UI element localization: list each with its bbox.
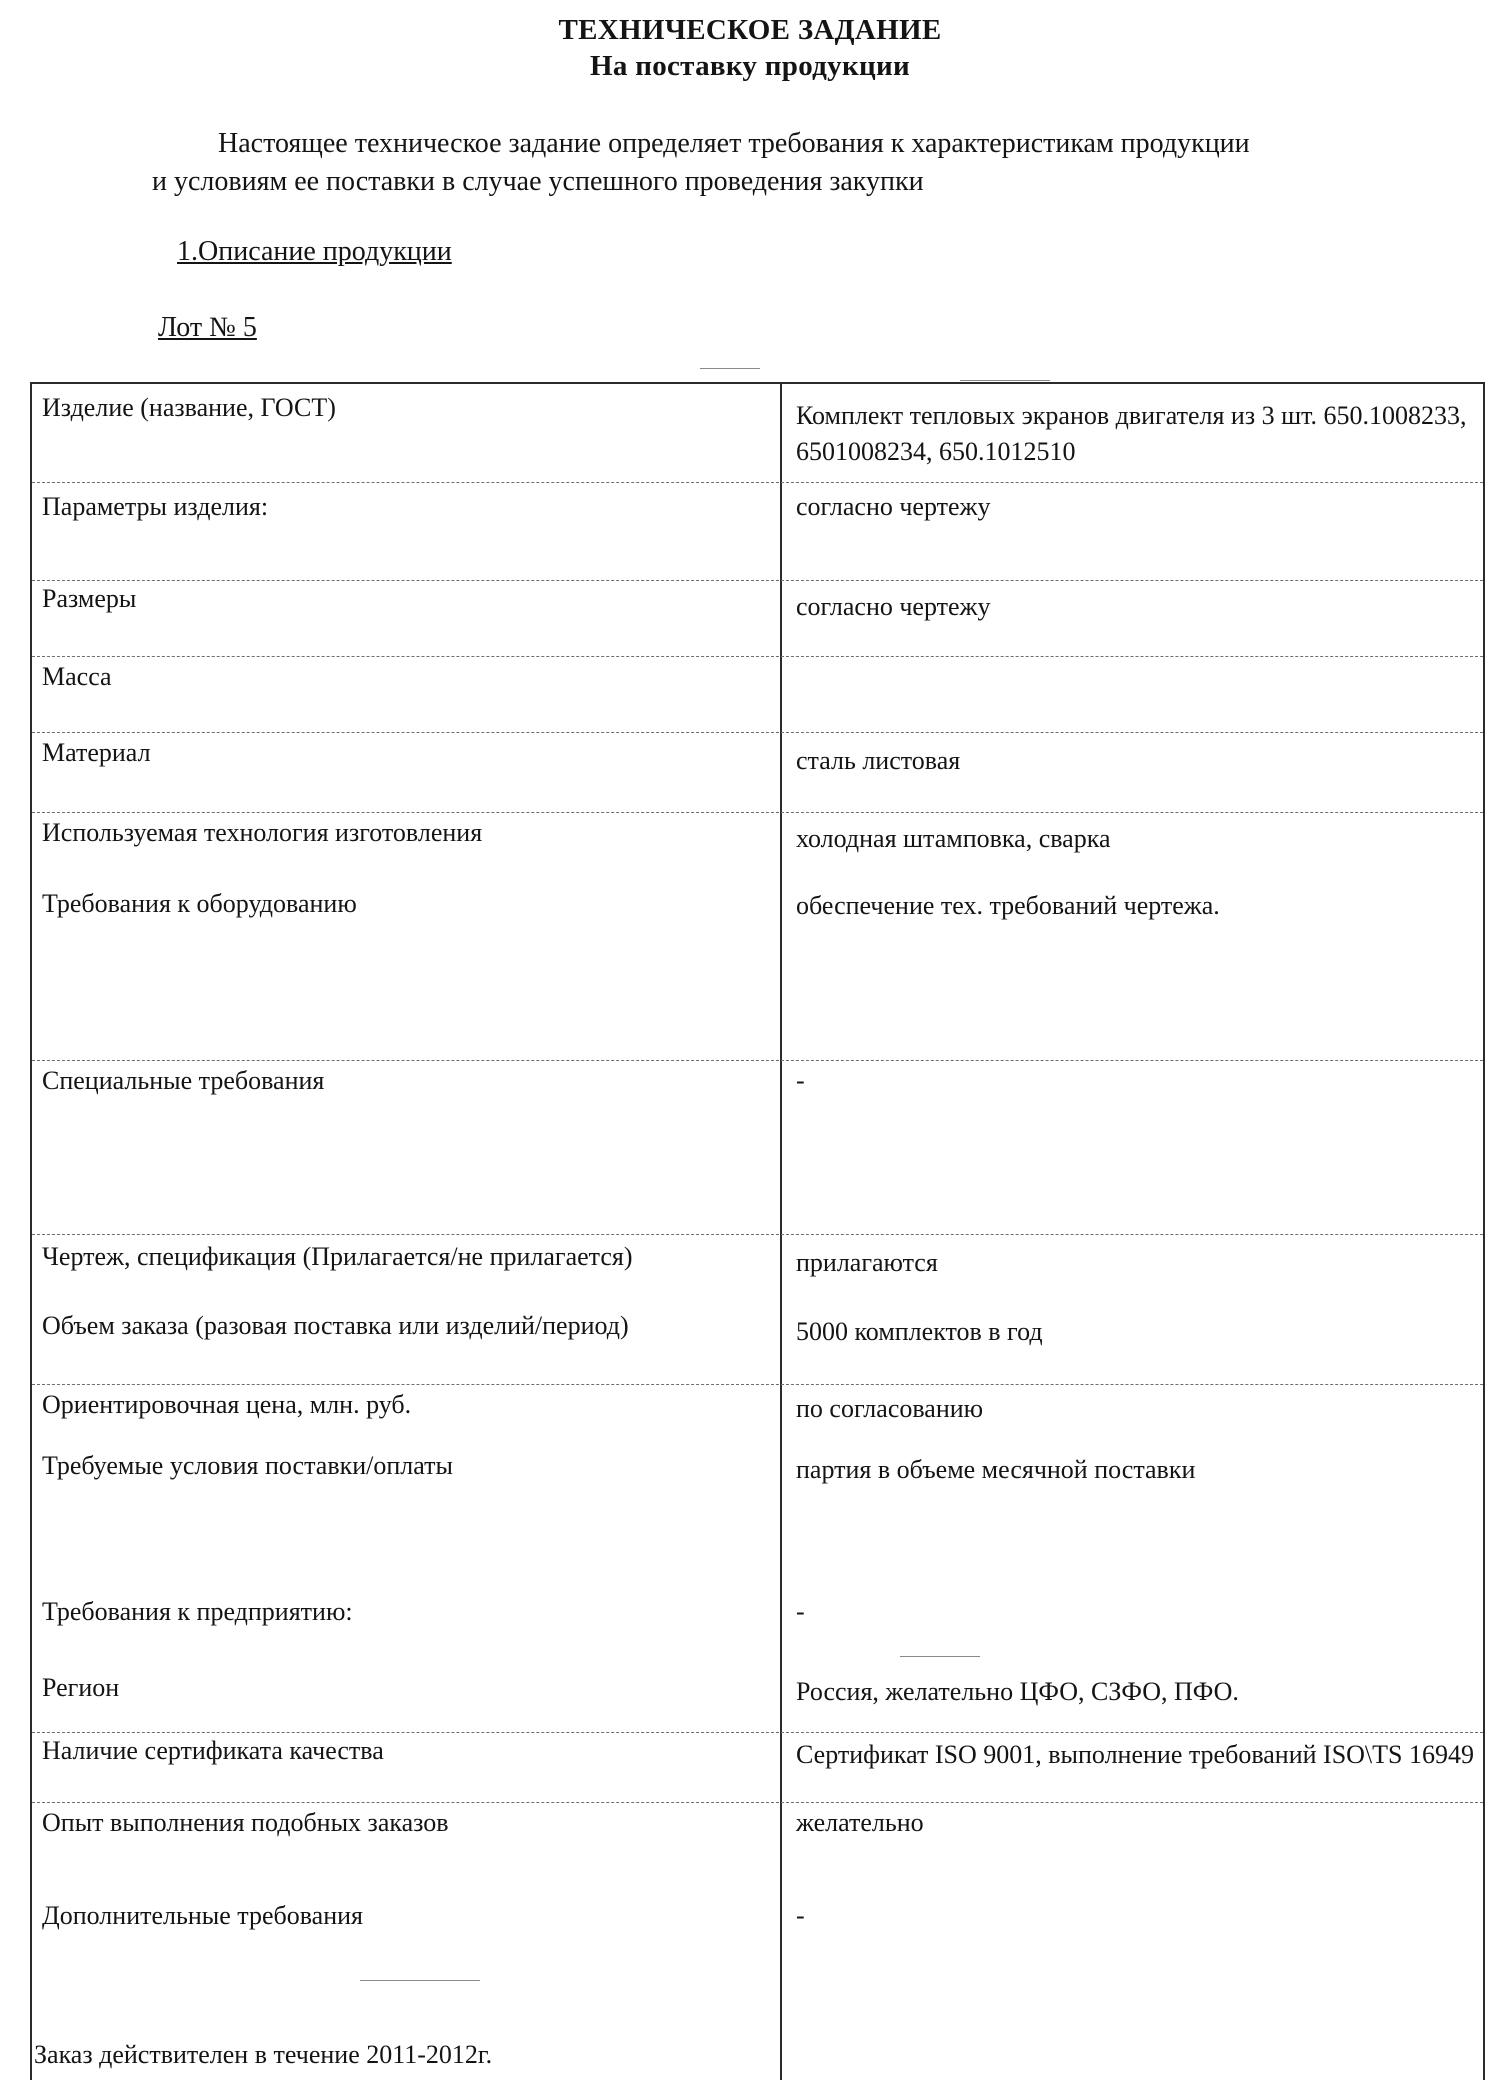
row-label: Материал — [42, 738, 151, 767]
table-row — [32, 812, 1483, 879]
lot-label: Лот № 5 — [158, 312, 257, 343]
subtitle-line: На поставку продукции — [589, 50, 910, 82]
row-value: - — [796, 1597, 805, 1626]
row-value: Россия, желательно ЦФО, СЗФО, ПФО. — [796, 1677, 1239, 1706]
title-line: ТЕХНИЧЕСКОЕ ЗАДАНИЕ — [558, 14, 942, 46]
row-label: Используемая технология изготовления — [42, 818, 483, 847]
row-label: Дополнительные требования — [42, 1901, 363, 1930]
table-row — [32, 580, 1483, 657]
table-row — [32, 1582, 1483, 1664]
row-value: желательно — [796, 1808, 924, 1837]
row-label: Изделие (название, ГОСТ) — [42, 393, 336, 422]
row-value: прилагаются — [796, 1248, 938, 1277]
table-row — [32, 482, 1483, 573]
row-label: Масса — [42, 662, 112, 691]
row-value: согласно чертежу — [796, 592, 991, 621]
table-row — [32, 384, 1483, 472]
row-label: Размеры — [42, 584, 137, 613]
scan-noise — [700, 368, 760, 369]
scan-noise — [900, 1656, 980, 1657]
row-value: обеспечение тех. требований чертежа. — [796, 891, 1220, 920]
row-label: Регион — [42, 1673, 120, 1702]
row-value: - — [796, 1066, 805, 1095]
validity-note: Заказ действителен в течение 2011-2012г. — [34, 2040, 493, 2069]
row-label: Требуемые условия поставки/оплаты — [42, 1451, 453, 1480]
row-value: Комплект тепловых экранов двигателя из 3 шт. 650.1008233, 6501008234, 650.1012510 — [796, 401, 1467, 466]
spec-table — [30, 382, 1485, 2080]
table-row — [32, 1664, 1483, 1738]
row-label: Наличие сертификата качества — [42, 1736, 384, 1765]
row-label: Требования к предприятию: — [42, 1597, 353, 1626]
section-heading: 1.Описание продукции — [177, 236, 452, 267]
row-value: 5000 комплектов в год — [796, 1317, 1043, 1346]
table-row — [32, 1442, 1483, 1582]
table-row — [32, 1898, 1483, 2048]
row-label: Ориентировочная цена, млн. руб. — [42, 1390, 412, 1419]
row-label: Специальные требования — [42, 1066, 325, 1095]
scan-noise — [960, 380, 1050, 381]
table-row — [32, 1304, 1483, 1376]
table-row — [32, 1384, 1483, 1443]
table-row — [32, 656, 1483, 733]
table-row — [32, 1234, 1483, 1305]
row-label: Опыт выполнения подобных заказов — [42, 1808, 449, 1837]
row-label: Параметры изделия: — [42, 492, 269, 521]
intro-line-1: Настоящее техническое задание определяет требования к характеристикам продукции — [218, 128, 1250, 159]
table-row — [32, 878, 1483, 1050]
table-row — [32, 732, 1483, 813]
row-label: Объем заказа (разовая поставка или изделий/период) — [42, 1311, 629, 1340]
row-value: партия в объеме месячной поставки — [796, 1455, 1196, 1484]
table-row — [32, 1060, 1483, 1225]
row-label: Требования к оборудованию — [42, 889, 357, 918]
table-row — [32, 1802, 1483, 1899]
document-title — [0, 12, 1500, 84]
intro-line-2: и условиям ее поставки в случае успешного проведения закупки — [152, 166, 924, 197]
row-value: холодная штамповка, сварка — [796, 824, 1111, 853]
scan-noise — [360, 1980, 480, 1981]
row-value: Сертификат ISO 9001, выполнение требований ISO\TS 16949 — [796, 1740, 1474, 1769]
intro-paragraph — [152, 125, 1462, 201]
table-row — [32, 1732, 1483, 1809]
row-value: сталь листовая — [796, 746, 961, 775]
row-value: по согласованию — [796, 1394, 984, 1423]
row-label: Чертеж, спецификация (Прилагается/не прилагается) — [42, 1242, 633, 1271]
row-value: согласно чертежу — [796, 492, 991, 521]
row-value: - — [796, 1901, 805, 1930]
